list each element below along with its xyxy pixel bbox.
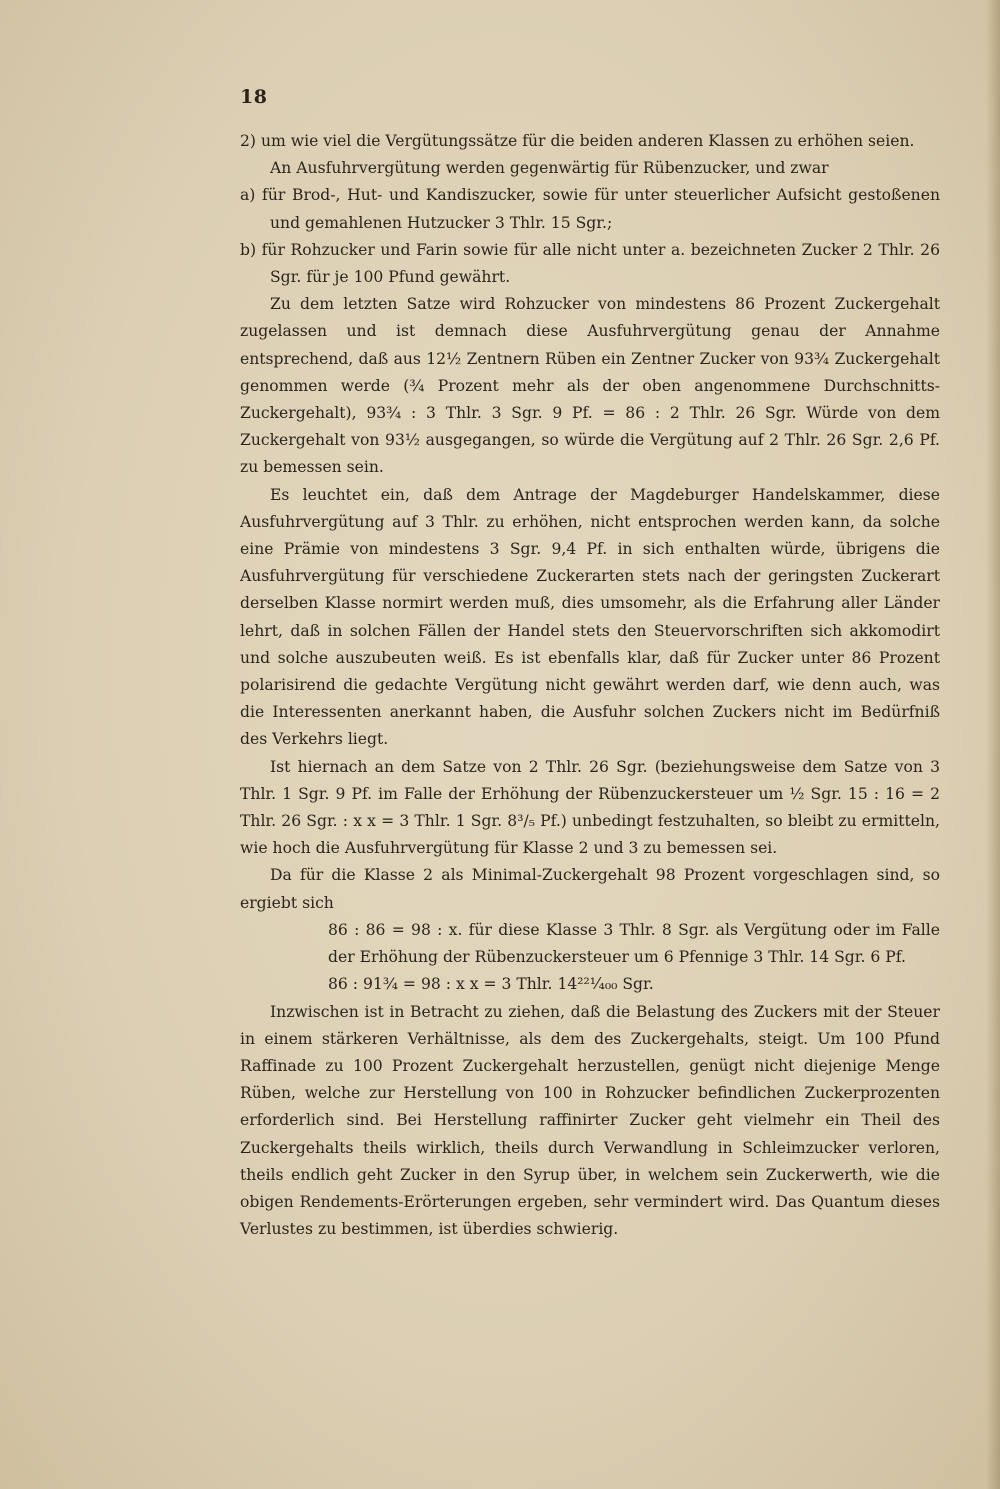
list-item-a: a) für Brod-, Hut- und Kandiszucker, sowie für unter steuerlicher Aufsicht gestoßenen und gemahlenen Hutzucker 3 Thlr. 15 Sgr.; (240, 186, 940, 232)
paragraph: An Ausfuhrvergütung werden gegenwärtig für Rübenzucker, und zwar (270, 159, 829, 178)
paragraph: Da für die Klasse 2 als Minimal-Zuckergehalt 98 Prozent vorgeschlagen sind, so ergiebt sich (240, 866, 940, 912)
page-number: 18 (240, 86, 268, 108)
list-item-2: 2) um wie viel die Vergütungssätze für die beiden anderen Klassen zu erhöhen seien. (240, 132, 915, 150)
paragraph: Ist hiernach an dem Satze von 2 Thlr. 26 Sgr. (beziehungsweise dem Satze von 3 Thlr. 1 Sgr. 9 Pf. im Falle der Erhöhung der Rübenzuckersteuer um ½ Sgr. 15 : 16 = 2 Thlr. 26 Sgr. : x x = 3 Thlr. 1 Sgr. 8³/₅ Pf.) unbedingt festzuhalten, so bleibt zu ermitteln, wie hoch die Ausfuhrvergütung für Klasse 2 und 3 zu bemessen sei. (240, 757, 940, 858)
paragraph: Zu dem letzten Satze wird Rohzucker von mindestens 86 Prozent Zuckergehalt zugelassen und ist demnach diese Ausfuhrvergütung genau der Annahme entsprechend, daß aus 12½ Zentnern Rüben ein Zentner Zucker von 93¾ Zuckergehalt genommen werde (¾ Prozent mehr als der oben angenommene Durchschnitts-Zuckergehalt), 93¾ : 3 Thlr. 3 Sgr. 9 Pf. = 86 : 2 Thlr. 26 Sgr. Würde von dem Zuckergehalt von 93½ ausgegangen, so würde die Vergütung auf 2 Thlr. 26 Sgr. 2,6 Pf. zu bemessen sein. (240, 295, 940, 477)
equation-line: 86 : 91¾ = 98 : x x = 3 Thlr. 14²²¹⁄₄₀₀ Sgr. (328, 975, 654, 994)
equation-line: 86 : 86 = 98 : x. für diese Klasse 3 Thlr. 8 Sgr. als Vergütung oder im Falle der Erhöhung der Rübenzuckersteuer um 6 Pfennige 3 Thlr. 14 Sgr. 6 Pf. (328, 920, 940, 967)
paragraph: Es leuchtet ein, daß dem Antrage der Magdeburger Handelskammer, diese Ausfuhrvergütung auf 3 Thlr. zu erhöhen, nicht entsprochen werden kann, da solche eine Prämie von mindestens 3 Sgr. 9,4 Pf. in sich enthalten würde, übrigens die Ausfuhrvergütung für verschiedene Zuckerarten stets nach der geringsten Zuckerart derselben Klasse normirt werden muß, dies umsomehr, als die Erfahrung aller Länder lehrt, daß in solchen Fällen der Handel stets den Steuervorschriften sich akkomodirt und solche auszubeuten weiß. Es ist ebenfalls klar, daß für Zucker unter 86 Prozent polarisirend die gedachte Vergütung nicht gewährt werden darf, wie denn auch, was die Interessenten anerkannt haben, die Ausfuhr solchen Zuckers nicht im Bedürfniß des Verkehrs liegt. (240, 485, 940, 749)
body-text (240, 128, 940, 1243)
page-edge-shadow (986, 0, 1000, 1489)
paragraph: Inzwischen ist in Betracht zu ziehen, daß die Belastung des Zuckers mit der Steuer in einem stärkeren Verhältnisse, als dem des Zuckergehalts, steigt. Um 100 Pfund Raffinade zu 100 Prozent Zuckergehalt herzustellen, genügt nicht diejenige Menge Rüben, welche zur Herstellung von 100 in Rohzucker befindlichen Zuckerprozenten erforderlich sind. Bei Herstellung raffinirter Zucker geht vielmehr ein Theil des Zuckergehalts theils wirklich, theils durch Verwandlung in Schleimzucker verloren, theils endlich geht Zucker in den Syrup über, in welchem sein Zuckerwerth, wie die obigen Rendements-Erörterungen ergeben, sehr vermindert wird. Das Quantum dieses Verlustes zu bestimmen, ist überdies schwierig. (240, 1002, 940, 1239)
list-item-b: b) für Rohzucker und Farin sowie für alle nicht unter a. bezeichneten Zucker 2 Thlr. 26 Sgr. für je 100 Pfund gewährt. (240, 240, 940, 287)
